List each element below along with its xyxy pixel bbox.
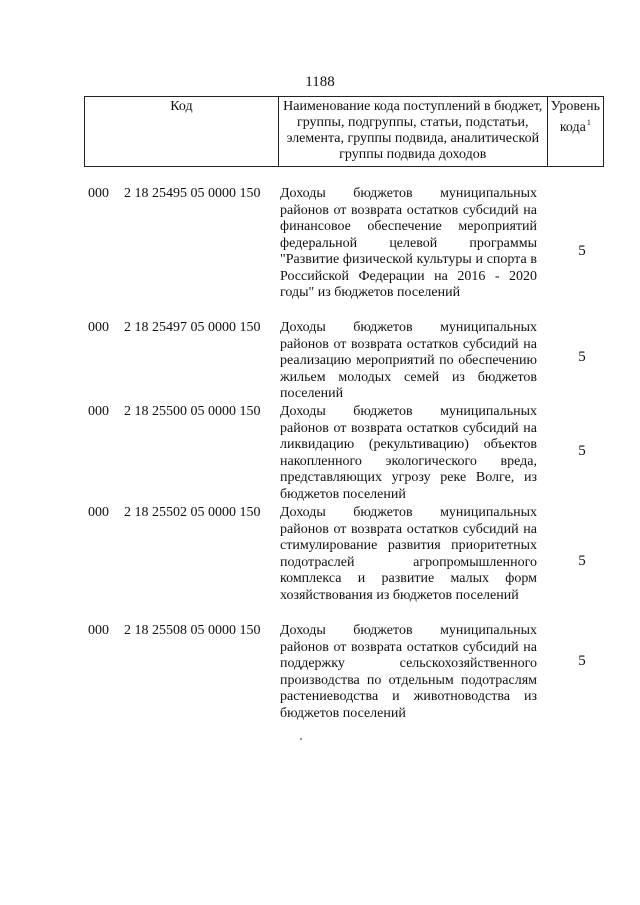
- table-row: [88, 186, 608, 320]
- row-level: 5: [578, 349, 586, 365]
- row-level: 5: [578, 553, 586, 569]
- table-row: [88, 320, 608, 404]
- row-name: Доходы бюджетов муниципальных районов от возврата остатков субсидий на финансовое обеспечение мероприятий федеральной целевой программы "Развитие физической культуры и спорта в Российской Федерации на 2016 - 2020 годы" из бюджетов поселений: [280, 186, 537, 300]
- row-admin-code: 000: [88, 320, 109, 335]
- row-level: 5: [578, 443, 586, 459]
- header-level-footnote: 1: [586, 118, 591, 127]
- row-code: 2 18 25500 05 0000 150: [124, 404, 261, 419]
- row-code: 2 18 25508 05 0000 150: [124, 623, 261, 638]
- header-level: Уровень кода: [550, 99, 600, 135]
- row-name: Доходы бюджетов муниципальных районов от возврата остатков субсидий на поддержку сельскохозяйственного производства по отдельным подотраслям растениеводства и животноводства из бюджетов поселений: [280, 623, 537, 721]
- table-row: [88, 404, 608, 505]
- row-name: Доходы бюджетов муниципальных районов от возврата остатков субсидий на стимулирование развития приоритетных подотраслей агропромышленного комплекса и развитие малых форм хозяйствования из бюджетов поселений: [280, 505, 537, 603]
- row-name: Доходы бюджетов муниципальных районов от возврата остатков субсидий на ликвидацию (рекультивацию) объектов накопленного экологического вреда, представляющих угрозу реке Волге, из бюджетов поселений: [280, 404, 537, 502]
- row-admin-code: 000: [88, 186, 109, 201]
- row-level: 5: [578, 243, 586, 259]
- header-level-cell: [547, 97, 603, 167]
- page-number: 1188: [305, 74, 335, 90]
- table-row: [88, 505, 608, 623]
- table-row: [88, 623, 608, 723]
- row-admin-code: 000: [88, 623, 109, 638]
- header-name: Наименование кода поступлений в бюджет, группы, подгруппы, статьи, подстатьи, элемента, группы подвида, аналитической группы подвида доходов: [278, 97, 547, 167]
- scan-speck: [300, 738, 302, 740]
- row-level: 5: [578, 653, 586, 669]
- table-header: [84, 96, 604, 167]
- table-body: [88, 186, 608, 723]
- row-code: 2 18 25502 05 0000 150: [124, 505, 261, 520]
- row-admin-code: 000: [88, 505, 109, 520]
- row-code: 2 18 25497 05 0000 150: [124, 320, 261, 335]
- row-name: Доходы бюджетов муниципальных районов от возврата остатков субсидий на реализацию мероприятий по обеспечению жильем молодых семей из бюджетов поселений: [280, 320, 537, 401]
- header-code: Код: [85, 97, 279, 167]
- row-code: 2 18 25495 05 0000 150: [124, 186, 261, 201]
- row-admin-code: 000: [88, 404, 109, 419]
